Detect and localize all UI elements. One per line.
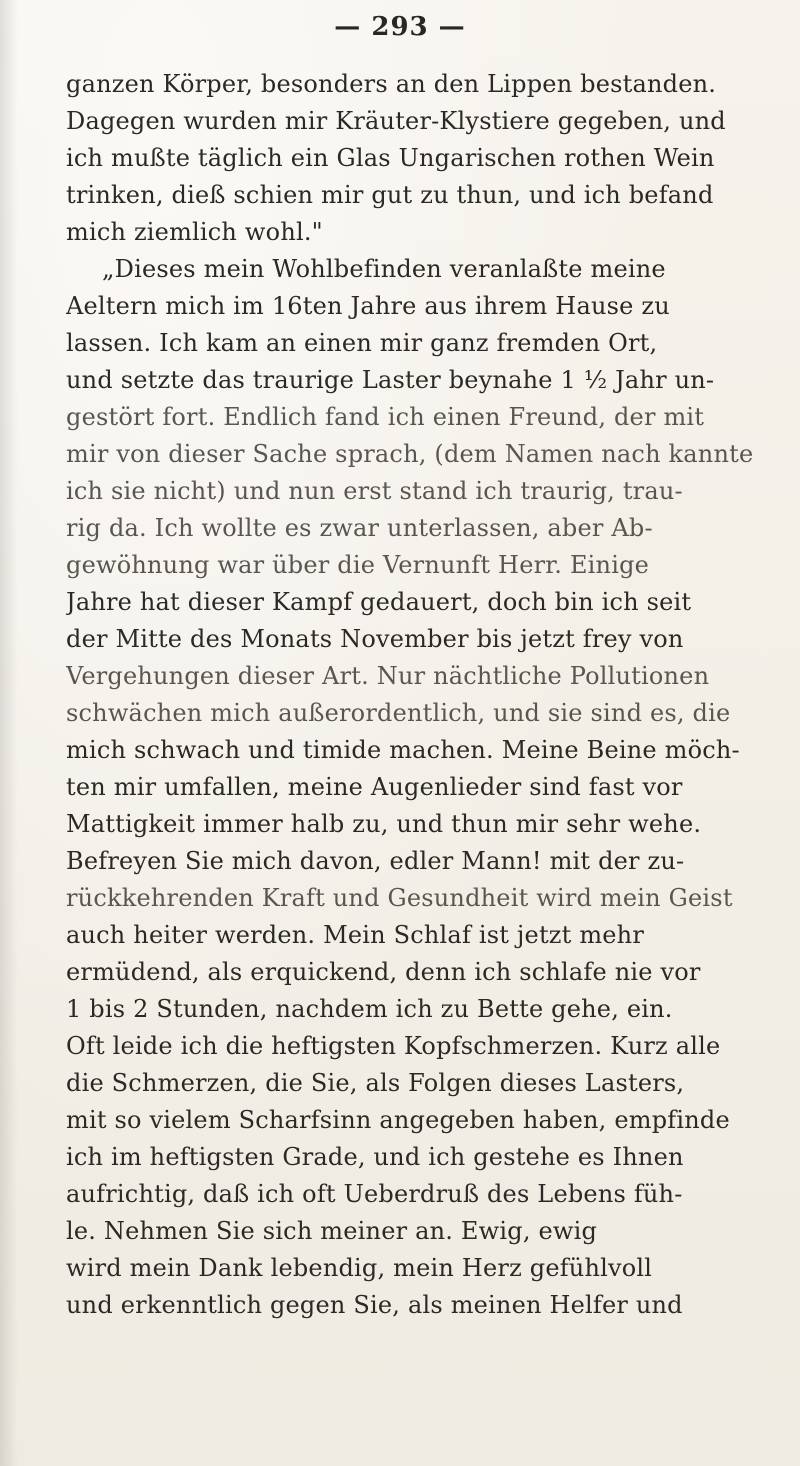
text-line: aufrichtig, daß ich oft Ueberdruß des Lebens füh- [66,1180,683,1208]
text-line: mir von dieser Sache sprach, (dem Namen nach kannte [66,440,754,468]
text-line: „Dieses mein Wohlbefinden veranlaßte meine [102,255,666,283]
text-line: ich mußte täglich ein Glas Ungarischen rothen Wein [66,144,715,172]
text-line: mich schwach und timide machen. Meine Beine möch- [66,736,740,764]
text-line: lassen. Ich kam an einen mir ganz fremden Ort, [66,329,658,357]
page-gutter-shadow [0,0,18,1466]
text-line: Befreyen Sie mich davon, edler Mann! mit der zu- [66,847,685,875]
text-line: wird mein Dank lebendig, mein Herz gefühlvoll [66,1254,653,1282]
body-text [66,66,778,1324]
text-line: Dagegen wurden mir Kräuter-Klystiere gegeben, und [66,107,726,135]
text-line: und erkenntlich gegen Sie, als meinen Helfer und [66,1291,683,1319]
text-line: die Schmerzen, die Sie, als Folgen dieses Lasters, [66,1069,685,1097]
text-line: ich sie nicht) und nun erst stand ich traurig, trau- [66,477,683,505]
text-line: gewöhnung war über die Vernunft Herr. Einige [66,551,650,579]
text-line: der Mitte des Monats November bis jetzt frey von [66,625,684,653]
text-line: auch heiter werden. Mein Schlaf ist jetzt mehr [66,921,645,949]
text-line: le. Nehmen Sie sich meiner an. Ewig, ewig [66,1217,598,1245]
text-line: Mattigkeit immer halb zu, und thun mir sehr wehe. [66,810,702,838]
text-line: Aeltern mich im 16ten Jahre aus ihrem Hause zu [66,292,670,320]
text-line: ten mir umfallen, meine Augenlieder sind fast vor [66,773,683,801]
text-line: trinken, dieß schien mir gut zu thun, und ich befand [66,181,714,209]
text-line: und setzte das traurige Laster beynahe 1 ½ Jahr un- [66,366,715,394]
text-line: rückkehrenden Kraft und Gesundheit wird mein Geist [66,884,733,912]
text-line: ich im heftigsten Grade, und ich gestehe es Ihnen [66,1143,684,1171]
text-line: schwächen mich außerordentlich, und sie sind es, die [66,699,731,727]
text-line: mich ziemlich wohl." [66,218,323,246]
page-number: — 293 — [334,12,466,42]
text-line: ganzen Körper, besonders an den Lippen bestanden. [66,70,717,98]
text-line: Jahre hat dieser Kampf gedauert, doch bin ich seit [66,588,692,616]
text-line: 1 bis 2 Stunden, nachdem ich zu Bette gehe, ein. [66,995,673,1023]
text-line: Oft leide ich die heftigsten Kopfschmerzen. Kurz alle [66,1032,721,1060]
text-line: rig da. Ich wollte es zwar unterlassen, aber Ab- [66,514,653,542]
text-line: gestört fort. Endlich fand ich einen Freund, der mit [66,403,705,431]
text-line: Vergehungen dieser Art. Nur nächtliche Pollutionen [66,662,710,690]
text-line: ermüdend, als erquickend, denn ich schlafe nie vor [66,958,701,986]
text-line: mit so vielem Scharfsinn angegeben haben, empfinde [66,1106,730,1134]
